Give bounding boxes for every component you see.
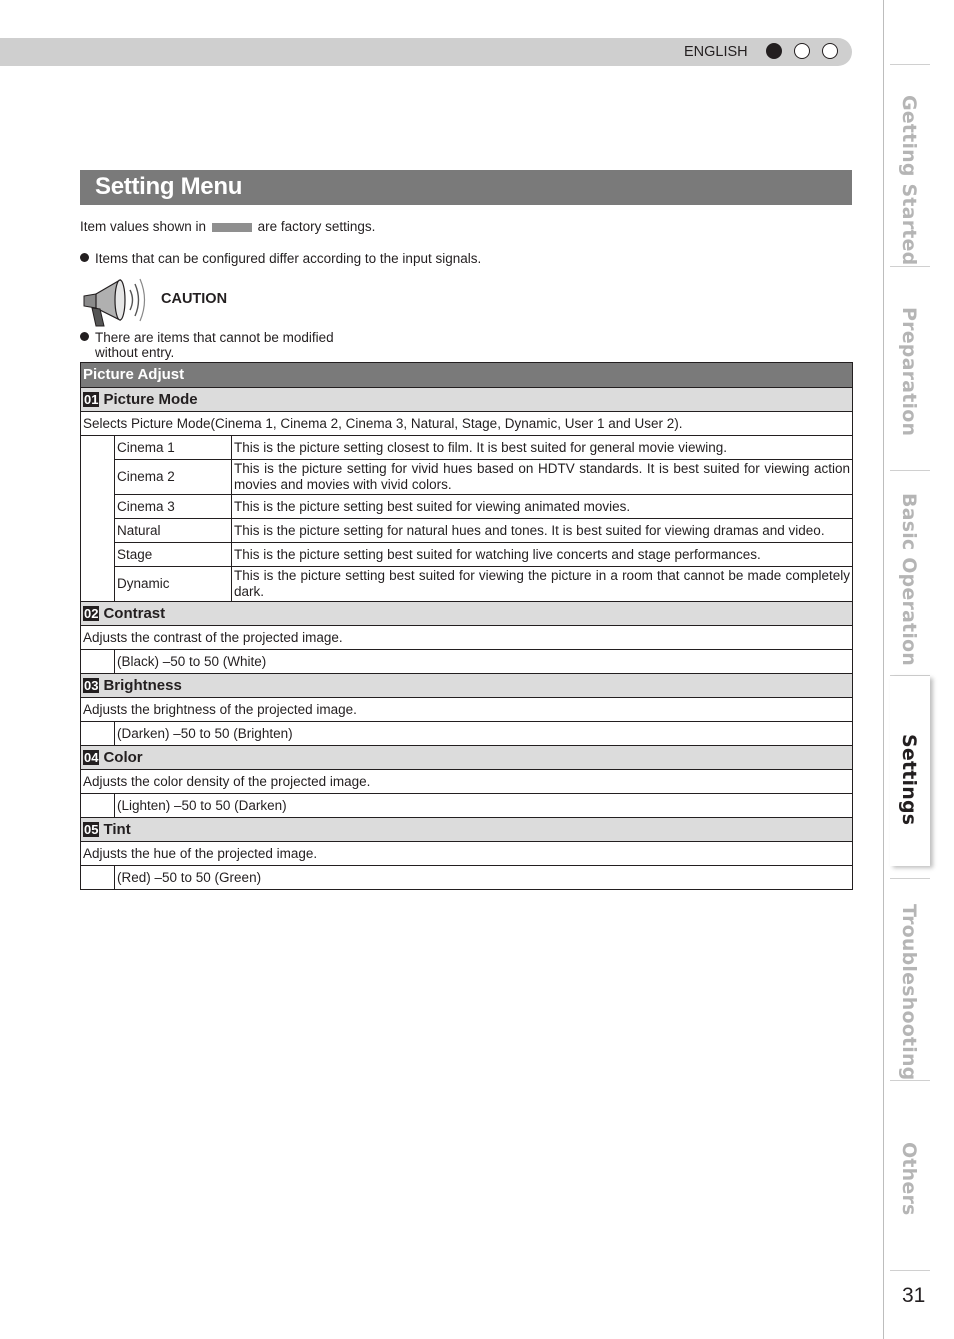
item-number: 01 [84, 391, 99, 407]
factory-note-after: are factory settings. [257, 219, 376, 234]
tab-separator [890, 266, 930, 267]
item-number: 05 [84, 821, 99, 837]
range-row [81, 650, 853, 674]
section-title: Picture Adjust [81, 363, 853, 388]
item-description-row [81, 698, 853, 722]
option-text: This is the picture setting best suited for viewing animated movies. [232, 495, 853, 519]
item-description: Adjusts the color density of the projected image. [81, 770, 853, 794]
option-name: Natural [115, 519, 232, 543]
tab-separator [890, 470, 930, 471]
item-title: Brightness [103, 676, 182, 694]
range-text: (Red) –50 to 50 (Green) [115, 866, 853, 890]
option-name: Cinema 1 [115, 436, 232, 460]
item-number: 02 [84, 605, 99, 621]
range-text: (Lighten) –50 to 50 (Darken) [115, 794, 853, 818]
side-tab-nav [884, 0, 954, 1339]
item-title: Contrast [103, 604, 166, 622]
option-name: Stage [115, 543, 232, 567]
item-header-contrast [81, 602, 853, 626]
item-title: Color [103, 748, 143, 766]
indent-cell [81, 866, 115, 890]
option-name: Cinema 3 [115, 495, 232, 519]
item-description: Adjusts the brightness of the projected image. [81, 698, 853, 722]
option-row [81, 519, 853, 543]
item-header-picture-mode [81, 388, 853, 412]
item-description: Adjusts the contrast of the projected image. [81, 626, 853, 650]
language-label: ENGLISH [684, 44, 748, 60]
page-number: 31 [902, 1284, 926, 1307]
option-text: This is the picture setting for natural hues and tones. It is best suited for viewing dramas and video. [232, 519, 853, 543]
range-row [81, 722, 853, 746]
item-header-brightness [81, 674, 853, 698]
item-description-row [81, 626, 853, 650]
indent-cell [81, 650, 115, 674]
option-text: This is the picture setting best suited for viewing the picture in a room that cannot be made completely dark. [232, 567, 853, 602]
item-title: Tint [103, 820, 131, 838]
tab-others[interactable]: Others [898, 1142, 920, 1216]
option-row [81, 460, 853, 495]
input-signals-note [80, 251, 481, 266]
item-header-color [81, 746, 853, 770]
item-description: Adjusts the hue of the projected image. [81, 842, 853, 866]
option-text: This is the picture setting best suited for watching live concerts and stage performances. [232, 543, 853, 567]
range-text: (Darken) –50 to 50 (Brighten) [115, 722, 853, 746]
item-description: Selects Picture Mode(Cinema 1, Cinema 2, Cinema 3, Natural, Stage, Dynamic, User 1 and User 2). [81, 412, 853, 436]
tab-settings[interactable]: Settings [898, 734, 920, 826]
tab-troubleshooting[interactable]: Troubleshooting [898, 904, 920, 1081]
input-signals-text: Items that can be configured differ according to the input signals. [95, 251, 482, 266]
section-header [81, 363, 853, 388]
page-title: Setting Menu [95, 173, 243, 200]
option-name: Dynamic [115, 567, 232, 602]
page-title-bar [80, 170, 852, 205]
indent-cell [81, 436, 115, 602]
option-row [81, 436, 853, 460]
picture-adjust-table [80, 362, 852, 890]
tab-separator [890, 64, 930, 65]
range-text: (Black) –50 to 50 (White) [115, 650, 853, 674]
megaphone-caution-icon [80, 272, 146, 328]
tab-preparation[interactable]: Preparation [898, 307, 920, 437]
option-row [81, 543, 853, 567]
language-dot-empty-icon [822, 43, 838, 59]
caution-line-2: without entry. [95, 345, 175, 360]
option-row [81, 567, 853, 602]
tab-separator [890, 878, 930, 879]
tab-separator [890, 1080, 930, 1081]
range-row [81, 866, 853, 890]
caution-note [80, 330, 334, 360]
item-title: Picture Mode [103, 390, 198, 408]
bullet-icon [80, 332, 89, 341]
language-dot-empty-icon [794, 43, 810, 59]
item-description-row [81, 412, 853, 436]
language-dot-filled-icon [766, 43, 782, 59]
tab-separator [890, 1270, 930, 1271]
range-row [81, 794, 853, 818]
caution-line-1: There are items that cannot be modified [95, 330, 334, 345]
item-number: 03 [84, 677, 99, 693]
item-header-tint [81, 818, 853, 842]
factory-setting-swatch [212, 223, 252, 232]
option-text: This is the picture setting for vivid hues based on HDTV standards. It is best suited for viewing action movies and movies with vivid colors. [232, 460, 853, 495]
tab-getting-started[interactable]: Getting Started [898, 95, 920, 266]
indent-cell [81, 794, 115, 818]
option-row [81, 495, 853, 519]
tab-basic-operation[interactable]: Basic Operation [898, 493, 920, 667]
item-description-row [81, 770, 853, 794]
caution-label: CAUTION [161, 291, 228, 307]
item-description-row [81, 842, 853, 866]
option-text: This is the picture setting closest to film. It is best suited for general movie viewing. [232, 436, 853, 460]
factory-settings-note [80, 219, 375, 234]
item-number: 04 [84, 749, 99, 765]
option-name: Cinema 2 [115, 460, 232, 495]
factory-note-before: Item values shown in [80, 219, 207, 234]
indent-cell [81, 722, 115, 746]
bullet-icon [80, 253, 89, 262]
